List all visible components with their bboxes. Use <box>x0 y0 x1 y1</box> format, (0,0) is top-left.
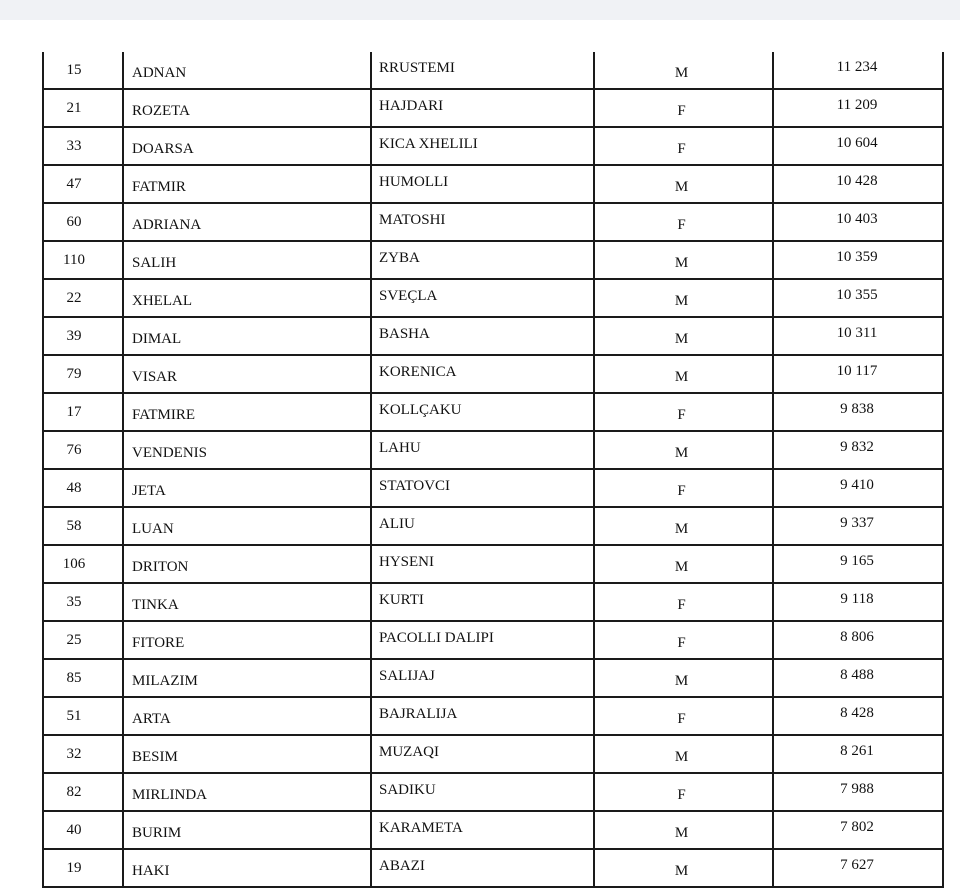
gender-cell: M <box>594 355 773 393</box>
first-name-cell: FITORE <box>123 621 371 659</box>
candidate-number-cell: 82 <box>43 773 123 811</box>
gender-cell: M <box>594 659 773 697</box>
candidate-number-cell: 32 <box>43 735 123 773</box>
votes-cell: 8 488 <box>773 659 943 697</box>
gender-cell: M <box>594 431 773 469</box>
first-name-cell: BURIM <box>123 811 371 849</box>
table-row <box>43 659 943 697</box>
table-row <box>43 507 943 545</box>
viewer-top-bar <box>0 0 960 20</box>
candidate-number-cell: 19 <box>43 849 123 887</box>
votes-cell: 7 802 <box>773 811 943 849</box>
table-row <box>43 849 943 887</box>
first-name-cell: SALIH <box>123 241 371 279</box>
first-name-cell: TINKA <box>123 583 371 621</box>
candidate-number-cell: 39 <box>43 317 123 355</box>
votes-cell: 11 209 <box>773 89 943 127</box>
gender-cell: F <box>594 203 773 241</box>
candidate-number-cell: 25 <box>43 621 123 659</box>
votes-cell: 10 403 <box>773 203 943 241</box>
table-row <box>43 203 943 241</box>
table-body <box>43 52 943 887</box>
candidate-number-cell: 79 <box>43 355 123 393</box>
votes-cell: 9 838 <box>773 393 943 431</box>
first-name-cell: DRITON <box>123 545 371 583</box>
last-name-cell: ZYBA <box>371 241 594 279</box>
candidate-number-cell: 76 <box>43 431 123 469</box>
last-name-cell: BASHA <box>371 317 594 355</box>
candidate-number-cell: 60 <box>43 203 123 241</box>
candidate-number-cell: 110 <box>43 241 123 279</box>
last-name-cell: HUMOLLI <box>371 165 594 203</box>
votes-cell: 9 410 <box>773 469 943 507</box>
gender-cell: M <box>594 545 773 583</box>
candidate-number-cell: 22 <box>43 279 123 317</box>
candidate-number-cell: 15 <box>43 52 123 89</box>
votes-cell: 7 627 <box>773 849 943 887</box>
first-name-cell: MIRLINDA <box>123 773 371 811</box>
table-row <box>43 697 943 735</box>
gender-cell: M <box>594 849 773 887</box>
table-row <box>43 317 943 355</box>
votes-cell: 8 806 <box>773 621 943 659</box>
last-name-cell: KARAMETA <box>371 811 594 849</box>
votes-cell: 10 428 <box>773 165 943 203</box>
first-name-cell: MILAZIM <box>123 659 371 697</box>
table-row <box>43 469 943 507</box>
first-name-cell: ADRIANA <box>123 203 371 241</box>
last-name-cell: HYSENI <box>371 545 594 583</box>
gender-cell: F <box>594 621 773 659</box>
candidate-number-cell: 17 <box>43 393 123 431</box>
votes-cell: 7 988 <box>773 773 943 811</box>
table-row <box>43 241 943 279</box>
last-name-cell: SVEÇLA <box>371 279 594 317</box>
candidate-table-container <box>42 52 942 888</box>
last-name-cell: KORENICA <box>371 355 594 393</box>
table-row <box>43 773 943 811</box>
votes-cell: 9 118 <box>773 583 943 621</box>
candidate-number-cell: 21 <box>43 89 123 127</box>
last-name-cell: ABAZI <box>371 849 594 887</box>
table-row <box>43 583 943 621</box>
last-name-cell: LAHU <box>371 431 594 469</box>
first-name-cell: ADNAN <box>123 52 371 89</box>
first-name-cell: ARTA <box>123 697 371 735</box>
last-name-cell: SADIKU <box>371 773 594 811</box>
last-name-cell: MATOSHI <box>371 203 594 241</box>
gender-cell: M <box>594 317 773 355</box>
candidate-results-table <box>42 52 944 888</box>
last-name-cell: MUZAQI <box>371 735 594 773</box>
votes-cell: 8 261 <box>773 735 943 773</box>
gender-cell: F <box>594 697 773 735</box>
table-row <box>43 127 943 165</box>
last-name-cell: KICA XHELILI <box>371 127 594 165</box>
table-row <box>43 431 943 469</box>
first-name-cell: VISAR <box>123 355 371 393</box>
gender-cell: M <box>594 507 773 545</box>
gender-cell: F <box>594 393 773 431</box>
votes-cell: 10 604 <box>773 127 943 165</box>
last-name-cell: HAJDARI <box>371 89 594 127</box>
votes-cell: 9 165 <box>773 545 943 583</box>
table-row <box>43 545 943 583</box>
candidate-number-cell: 51 <box>43 697 123 735</box>
votes-cell: 11 234 <box>773 52 943 89</box>
first-name-cell: DIMAL <box>123 317 371 355</box>
table-row <box>43 811 943 849</box>
candidate-number-cell: 85 <box>43 659 123 697</box>
candidate-number-cell: 35 <box>43 583 123 621</box>
candidate-number-cell: 106 <box>43 545 123 583</box>
votes-cell: 10 359 <box>773 241 943 279</box>
table-row <box>43 735 943 773</box>
votes-cell: 8 428 <box>773 697 943 735</box>
candidate-number-cell: 33 <box>43 127 123 165</box>
candidate-number-cell: 48 <box>43 469 123 507</box>
gender-cell: M <box>594 735 773 773</box>
first-name-cell: FATMIRE <box>123 393 371 431</box>
gender-cell: M <box>594 811 773 849</box>
table-row <box>43 621 943 659</box>
gender-cell: M <box>594 52 773 89</box>
gender-cell: F <box>594 583 773 621</box>
votes-cell: 10 117 <box>773 355 943 393</box>
gender-cell: F <box>594 773 773 811</box>
gender-cell: F <box>594 127 773 165</box>
gender-cell: F <box>594 469 773 507</box>
table-row <box>43 165 943 203</box>
last-name-cell: SALIJAJ <box>371 659 594 697</box>
table-row <box>43 355 943 393</box>
gender-cell: M <box>594 279 773 317</box>
table-row <box>43 89 943 127</box>
first-name-cell: HAKI <box>123 849 371 887</box>
last-name-cell: KOLLÇAKU <box>371 393 594 431</box>
first-name-cell: VENDENIS <box>123 431 371 469</box>
first-name-cell: XHELAL <box>123 279 371 317</box>
candidate-number-cell: 58 <box>43 507 123 545</box>
first-name-cell: JETA <box>123 469 371 507</box>
votes-cell: 10 311 <box>773 317 943 355</box>
candidate-number-cell: 40 <box>43 811 123 849</box>
table-row <box>43 279 943 317</box>
votes-cell: 10 355 <box>773 279 943 317</box>
table-row <box>43 393 943 431</box>
last-name-cell: KURTI <box>371 583 594 621</box>
gender-cell: F <box>594 89 773 127</box>
first-name-cell: ROZETA <box>123 89 371 127</box>
first-name-cell: FATMIR <box>123 165 371 203</box>
first-name-cell: DOARSA <box>123 127 371 165</box>
last-name-cell: PACOLLI DALIPI <box>371 621 594 659</box>
last-name-cell: STATOVCI <box>371 469 594 507</box>
candidate-number-cell: 47 <box>43 165 123 203</box>
last-name-cell: BAJRALIJA <box>371 697 594 735</box>
table-row <box>43 52 943 89</box>
votes-cell: 9 832 <box>773 431 943 469</box>
votes-cell: 9 337 <box>773 507 943 545</box>
first-name-cell: BESIM <box>123 735 371 773</box>
last-name-cell: RRUSTEMI <box>371 52 594 89</box>
first-name-cell: LUAN <box>123 507 371 545</box>
gender-cell: M <box>594 165 773 203</box>
last-name-cell: ALIU <box>371 507 594 545</box>
gender-cell: M <box>594 241 773 279</box>
